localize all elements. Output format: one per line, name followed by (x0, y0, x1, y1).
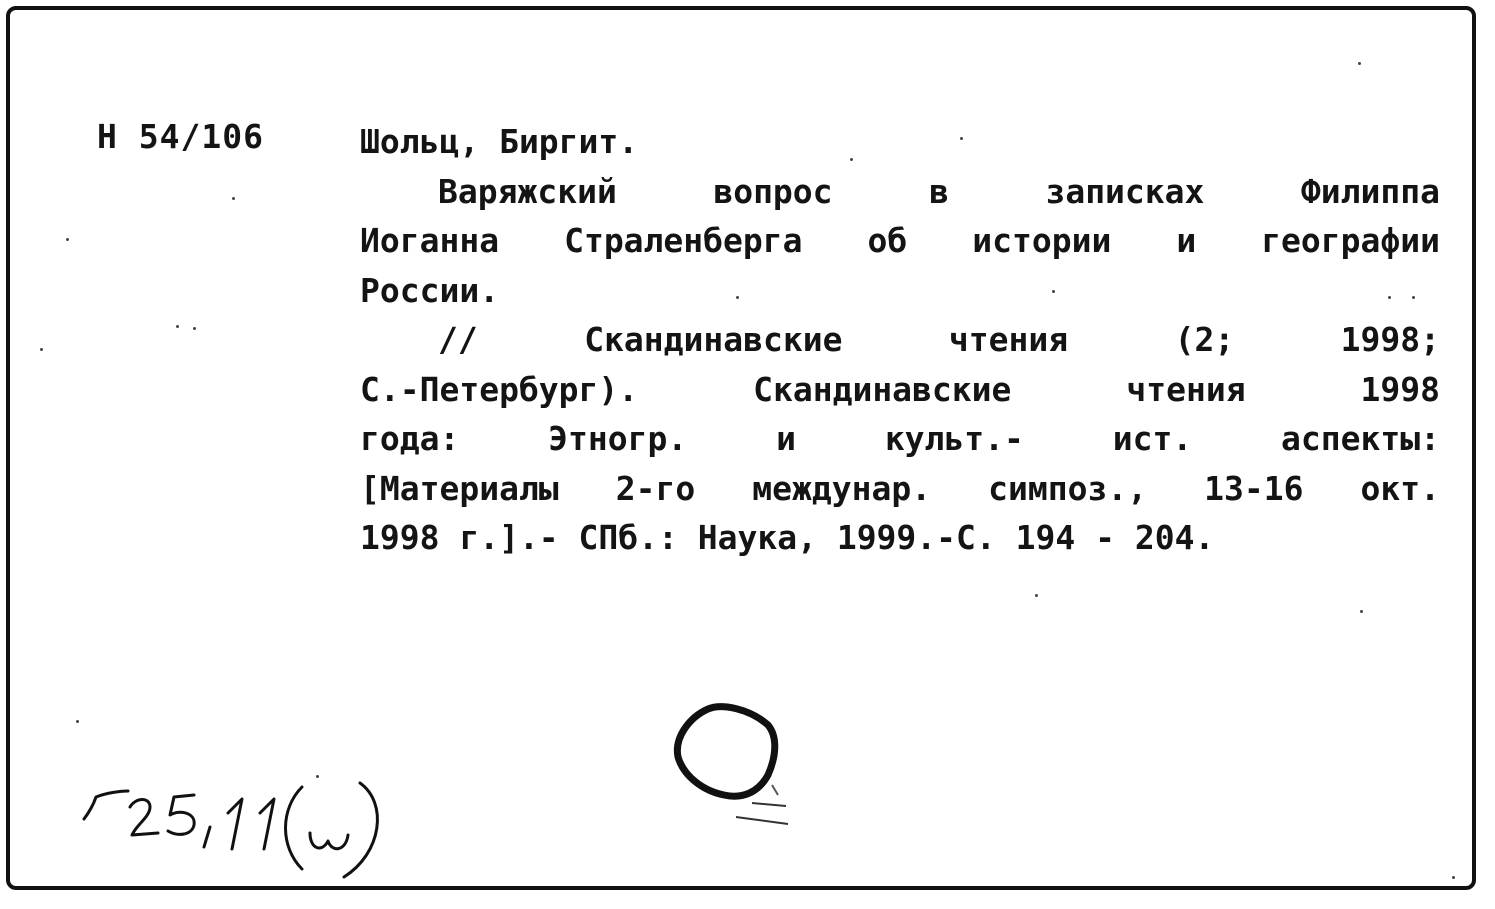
bibliographic-entry (360, 117, 1440, 563)
title-line: Варяжский вопрос в записках Филиппа (438, 171, 1440, 211)
handwritten-note (70, 765, 400, 885)
source-line: года: Этногр. и культ.- ист. аспекты: (360, 419, 1440, 458)
source-line: С.-Петербург). Скандинавские чтения 1998 (360, 369, 1440, 409)
title-line: Иоганна Страленберга об истории и географии (360, 221, 1440, 260)
punch-hole-icon (660, 695, 800, 835)
source-line: // Скандинавские чтения (2; 1998; (438, 320, 1440, 359)
author: Шольц, Биргит. (360, 122, 639, 161)
shelfmark: Н 54/106 (97, 117, 264, 156)
source-line: [Материалы 2-го междунар. симпоз., 13-16 окт. (360, 468, 1440, 508)
title-line: России. (360, 270, 500, 310)
source-line: 1998 г.].- СПб.: Наука, 1999.-С. 194 - 204. (360, 518, 1215, 557)
